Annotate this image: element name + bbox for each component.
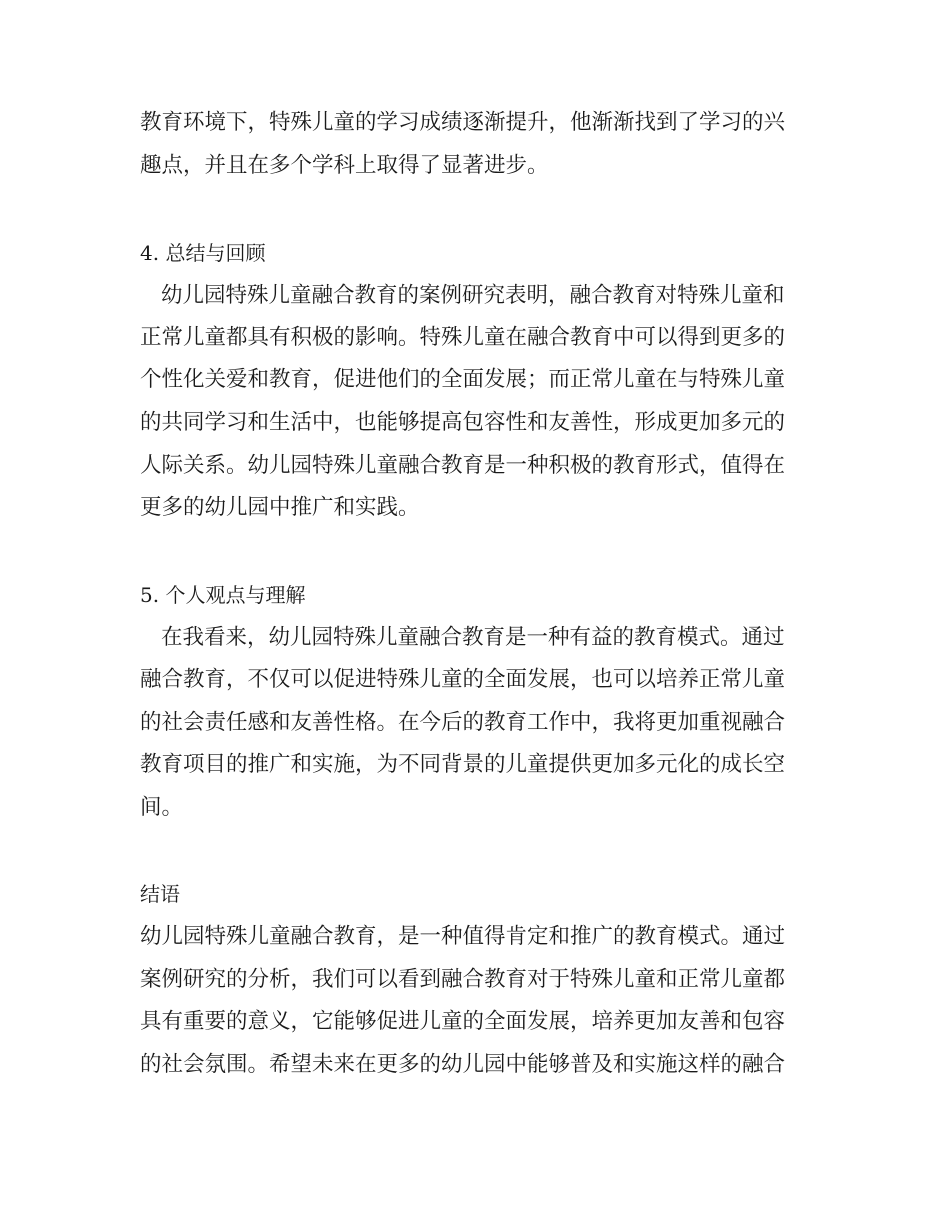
section-4-line-4: 的共同学习和生活中，也能够提高包容性和友善性，形成更加多元的 (140, 410, 786, 435)
conclusion-line-1: 幼儿园特殊儿童融合教育，是一种值得肯定和推广的教育模式。通过 (140, 924, 786, 949)
section-5-line-3: 的社会责任感和友善性格。在今后的教育工作中，我将更加重视融合 (140, 710, 786, 735)
intro-line-1: 教育环境下，特殊儿童的学习成绩逐渐提升，他渐渐找到了学习的兴 (140, 110, 786, 135)
section-4-heading: 4. 总结与回顾 (140, 241, 266, 265)
section-5-line-4: 教育项目的推广和实施，为不同背景的儿童提供更加多元化的成长空 (140, 752, 786, 777)
section-4-line-3: 个性化关爱和教育，促进他们的全面发展；而正常儿童在与特殊儿童 (140, 367, 786, 392)
section-5-line-1: 在我看来，幼儿园特殊儿童融合教育是一种有益的教育模式。通过 (161, 625, 785, 650)
section-4-line-2: 正常儿童都具有积极的影响。特殊儿童在融合教育中可以得到更多的 (140, 325, 786, 350)
conclusion-line-2: 案例研究的分析，我们可以看到融合教育对于特殊儿童和正常儿童都 (140, 967, 786, 992)
intro-line-2: 趣点，并且在多个学科上取得了显著进步。 (140, 153, 549, 178)
section-5-line-2: 融合教育，不仅可以促进特殊儿童的全面发展，也可以培养正常儿童 (140, 667, 786, 692)
section-5-heading: 5. 个人观点与理解 (140, 583, 306, 607)
section-4-line-6: 更多的幼儿园中推广和实践。 (140, 495, 420, 520)
section-4-line-5: 人际关系。幼儿园特殊儿童融合教育是一种积极的教育形式，值得在 (140, 453, 786, 478)
section-4-line-1: 幼儿园特殊儿童融合教育的案例研究表明，融合教育对特殊儿童和 (161, 283, 785, 308)
conclusion-line-3: 具有重要的意义，它能够促进儿童的全面发展，培养更加友善和包容 (140, 1009, 786, 1034)
conclusion-line-4: 的社会氛围。希望未来在更多的幼儿园中能够普及和实施这样的融合 (140, 1052, 786, 1077)
section-5-line-5: 间。 (140, 795, 184, 820)
conclusion-heading: 结语 (140, 882, 180, 906)
